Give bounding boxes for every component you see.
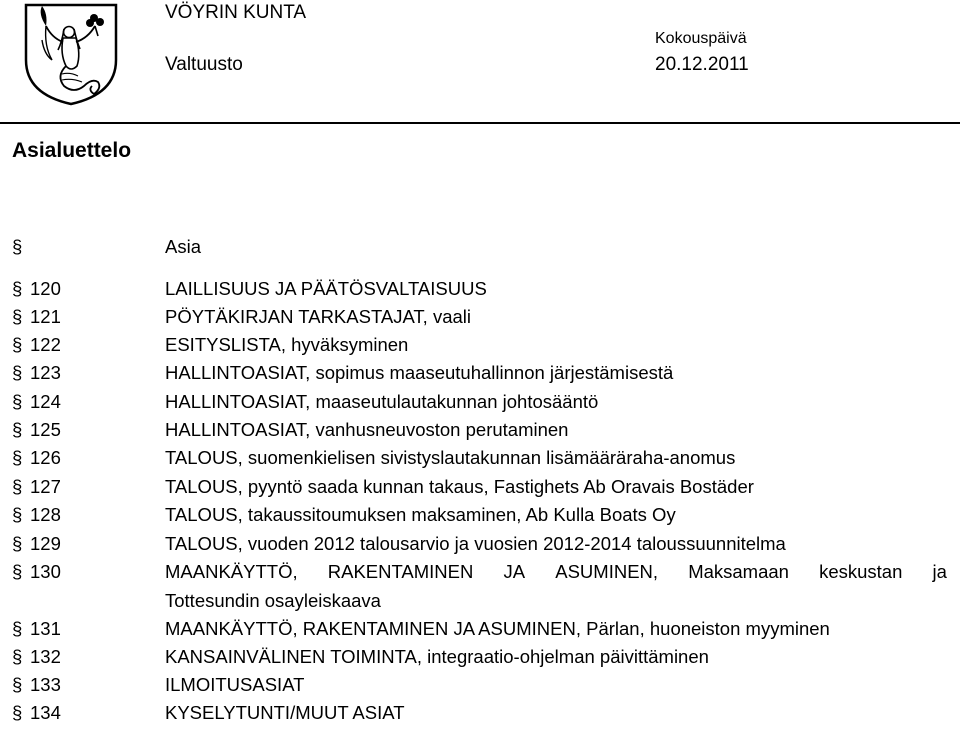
meeting-date: 20.12.2011 <box>655 54 749 75</box>
item-number: 134 <box>30 702 61 723</box>
item-number: 127 <box>30 476 61 497</box>
item-title-continuation: Tottesundin osayleiskaava <box>165 590 381 611</box>
item-title-word: keskustan <box>819 561 903 582</box>
item-title: HALLINTOASIAT, sopimus maaseutuhallinnon järjestämisestä <box>165 362 674 383</box>
header-divider <box>0 122 960 124</box>
section-symbol: § <box>12 533 23 554</box>
agenda-item-127 <box>0 476 960 504</box>
section-symbol: § <box>12 504 23 525</box>
section-symbol: § <box>12 618 23 639</box>
item-title-word: ja <box>932 561 947 582</box>
agenda-item-124 <box>0 391 960 419</box>
item-title: TALOUS, takaussitoumuksen maksaminen, Ab Kulla Boats Oy <box>165 504 676 525</box>
agenda-item-130 <box>0 561 960 589</box>
agenda-item-132 <box>0 646 960 674</box>
item-title-word: MAANKÄYTTÖ, <box>165 561 298 582</box>
section-symbol: § <box>12 419 23 440</box>
item-number: 132 <box>30 646 61 667</box>
meeting-date-label: Kokouspäivä <box>655 30 747 47</box>
section-symbol: § <box>12 702 23 723</box>
item-number: 126 <box>30 447 61 468</box>
section-symbol: § <box>12 646 23 667</box>
item-title: KYSELYTUNTI/MUUT ASIAT <box>165 702 405 723</box>
item-title: TALOUS, pyyntö saada kunnan takaus, Fastighets Ab Oravais Bostäder <box>165 476 754 497</box>
organization-name: VÖYRIN KUNTA <box>165 2 307 23</box>
item-number: 133 <box>30 674 61 695</box>
item-number: 128 <box>30 504 61 525</box>
item-title <box>165 561 947 583</box>
item-title: HALLINTOASIAT, maaseutulautakunnan johtosääntö <box>165 391 599 412</box>
item-number: 123 <box>30 362 61 383</box>
body-name: Valtuusto <box>165 54 243 75</box>
agenda-item-125 <box>0 419 960 447</box>
section-symbol: § <box>12 674 23 695</box>
agenda-item-126 <box>0 447 960 475</box>
section-symbol: § <box>12 476 23 497</box>
column-header: Asia <box>165 236 201 257</box>
section-symbol: § <box>12 306 23 327</box>
agenda-item-128 <box>0 504 960 532</box>
section-symbol: § <box>12 561 23 582</box>
item-number: 121 <box>30 306 61 327</box>
page-title: Asialuettelo <box>12 139 132 162</box>
item-title-word: RAKENTAMINEN <box>327 561 474 582</box>
item-title-word: JA <box>503 561 526 582</box>
mermaid-coat-of-arms-icon <box>22 2 120 106</box>
item-number: 129 <box>30 533 61 554</box>
item-number: 122 <box>30 334 61 355</box>
section-symbol: § <box>12 236 23 257</box>
item-number: 125 <box>30 419 61 440</box>
agenda-item-133 <box>0 674 960 702</box>
agenda-item-122 <box>0 334 960 362</box>
item-number: 124 <box>30 391 61 412</box>
agenda-item-120 <box>0 278 960 306</box>
section-symbol: § <box>12 362 23 383</box>
agenda-item-131 <box>0 618 960 646</box>
agenda-header-row <box>0 236 960 264</box>
section-symbol: § <box>12 278 23 299</box>
item-title: LAILLISUUS JA PÄÄTÖSVALTAISUUS <box>165 278 487 299</box>
item-title: ILMOITUSASIAT <box>165 674 305 695</box>
item-title: ESITYSLISTA, hyväksyminen <box>165 334 409 355</box>
item-title-word: ASUMINEN, <box>555 561 659 582</box>
item-title-word: Maksamaan <box>688 561 789 582</box>
agenda-item-123 <box>0 362 960 390</box>
item-title: TALOUS, vuoden 2012 talousarvio ja vuosien 2012-2014 taloussuunnitelma <box>165 533 786 554</box>
item-title: MAANKÄYTTÖ, RAKENTAMINEN JA ASUMINEN, Pärlan, huoneiston myyminen <box>165 618 830 639</box>
item-title: TALOUS, suomenkielisen sivistyslautakunnan lisämääräraha-anomus <box>165 447 736 468</box>
section-symbol: § <box>12 447 23 468</box>
item-title: PÖYTÄKIRJAN TARKASTAJAT, vaali <box>165 306 472 327</box>
section-symbol: § <box>12 391 23 412</box>
agenda-item-129 <box>0 533 960 561</box>
section-symbol: § <box>12 334 23 355</box>
item-number: 120 <box>30 278 61 299</box>
item-number: 130 <box>30 561 61 582</box>
item-title: KANSAINVÄLINEN TOIMINTA, integraatio-ohjelman päivittäminen <box>165 646 709 667</box>
item-number: 131 <box>30 618 61 639</box>
agenda-item-121 <box>0 306 960 334</box>
item-title: HALLINTOASIAT, vanhusneuvoston perutaminen <box>165 419 569 440</box>
